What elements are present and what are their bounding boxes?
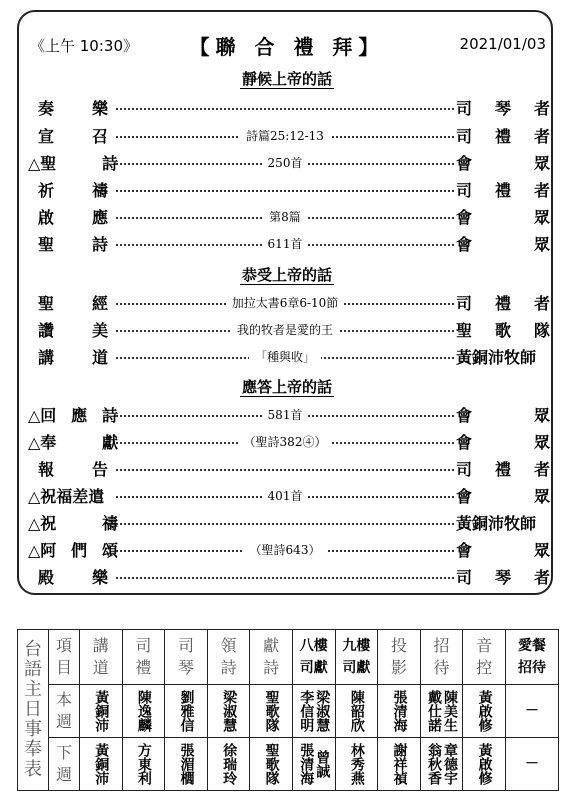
order-item-detail: （聖詩382④） (116, 433, 454, 450)
order-item-detail: 詩篇25:12-13 (116, 127, 454, 144)
dotted-leader (116, 108, 454, 110)
column-header: 講 道 (80, 630, 123, 685)
order-item-name: △阿 們 頌 (28, 541, 118, 560)
person-name: 方東利 (135, 743, 152, 785)
person-name: － (525, 755, 539, 772)
order-item-leader: 會 眾 (456, 235, 550, 254)
person-name: 張清海 (391, 690, 408, 732)
person-name: 張湄櫚 (178, 743, 195, 785)
order-item-leader: 司 琴 者 (456, 99, 550, 118)
person-name: 陳美生 (442, 690, 459, 732)
next-week-row (18, 738, 559, 791)
section-heading: 應答上帝的話 (241, 378, 332, 396)
order-item-detail: 250首 (116, 154, 454, 171)
order-item-leader: 會 眾 (456, 208, 550, 227)
table-cell (250, 685, 293, 738)
person-name: 翁秋香 (426, 743, 443, 785)
this-week-row (18, 685, 559, 738)
order-item-leader: 會 眾 (456, 487, 550, 506)
order-row (28, 511, 550, 535)
table-cell (420, 738, 463, 791)
order-item-name: 啟 應 (38, 208, 108, 227)
order-item-leader: 司 禮 者 (456, 127, 550, 146)
order-item-detail: 401首 (116, 487, 454, 504)
person-name: 黃銅沛 (93, 690, 110, 732)
person-name: 徐瑞玲 (221, 743, 238, 785)
order-item-name: △奉 獻 (28, 433, 118, 452)
order-item-name: 報 告 (38, 460, 108, 479)
dotted-leader (116, 190, 454, 192)
person-name: 黃銅沛 (93, 743, 110, 785)
order-row (28, 484, 550, 508)
person-name: 張清海 (298, 743, 315, 785)
order-item-name: 聖 詩 (38, 235, 108, 254)
order-item-name: 祈 禱 (38, 181, 108, 200)
table-cell (165, 738, 208, 791)
order-item-name: 宣 召 (38, 127, 108, 146)
order-item-detail: 581首 (116, 406, 454, 423)
order-item-leader: 會 眾 (456, 541, 550, 560)
order-item-name: △祝福差遣 (28, 487, 105, 506)
person-name: － (525, 702, 539, 719)
order-item-name: △回 應 詩 (28, 406, 118, 425)
person-name: 聖歌隊 (263, 743, 280, 785)
table-cell (378, 685, 421, 738)
dotted-leader (116, 469, 454, 471)
person-name: 黃啟修 (476, 690, 493, 732)
order-item-name: △聖 詩 (28, 154, 118, 173)
section-heading: 靜候上帝的話 (241, 70, 332, 88)
order-item-name: 奏 樂 (38, 99, 108, 118)
order-item-leader: 聖 歌 隊 (456, 321, 550, 340)
column-header: 九樓 司獻 (335, 630, 378, 685)
duty-roster-table (17, 629, 559, 791)
person-name: 李信明 (298, 690, 315, 732)
order-item-leader: 司 禮 者 (456, 181, 550, 200)
order-item-detail: 「種與收」 (116, 348, 454, 365)
order-row (28, 178, 550, 202)
week-label: 本 週 (49, 685, 80, 738)
order-item-name: △祝 禱 (28, 514, 118, 533)
service-time: 《上午 10:30》 (30, 37, 138, 55)
service-date: 2021/01/03 (459, 35, 546, 53)
person-name: 林秀燕 (348, 743, 365, 785)
column-header: 獻 詩 (250, 630, 293, 685)
table-cell (80, 685, 123, 738)
table-cell (122, 738, 165, 791)
order-row (28, 538, 550, 562)
table-cell (335, 685, 378, 738)
order-item-leader: 司 禮 者 (456, 294, 550, 313)
table-cell (165, 685, 208, 738)
column-header: 愛餐 招待 (506, 630, 559, 685)
order-item-detail: 第8篇 (116, 208, 454, 225)
order-item-name: 聖 經 (38, 294, 108, 313)
table-cell (463, 685, 506, 738)
person-name: 黃啟修 (476, 743, 493, 785)
column-header: 招 待 (420, 630, 463, 685)
person-name: 梁淑慧 (314, 690, 331, 732)
order-item-leader: 黃銅沛牧師 (456, 348, 537, 367)
order-row (28, 96, 550, 120)
person-name: 陳韶欣 (348, 690, 365, 732)
column-header: 領 詩 (207, 630, 250, 685)
order-item-leader: 會 眾 (456, 433, 550, 452)
table-cell (292, 738, 335, 791)
table-cell (378, 738, 421, 791)
table-cell (250, 738, 293, 791)
table-cell (80, 738, 123, 791)
order-row (28, 151, 550, 175)
order-item-name: 講 道 (38, 348, 108, 367)
order-item-detail: （聖詩643） (116, 541, 454, 558)
table-cell (122, 685, 165, 738)
order-item-leader: 會 眾 (456, 154, 550, 173)
person-name: 謝祥禎 (391, 743, 408, 785)
person-name: 梁淑慧 (221, 690, 238, 732)
person-name: 章德宇 (442, 743, 459, 785)
table-cell (506, 685, 559, 738)
order-row (28, 291, 550, 315)
order-row (28, 124, 550, 148)
table-cell (292, 685, 335, 738)
person-name: 聖歌隊 (263, 690, 280, 732)
table-cell (420, 685, 463, 738)
order-item-name: 殿 樂 (38, 568, 108, 587)
table-corner-label: 項 目 (49, 630, 80, 685)
column-header: 司 禮 (122, 630, 165, 685)
order-row (28, 457, 550, 481)
table-cell (207, 685, 250, 738)
column-header: 八樓 司獻 (292, 630, 335, 685)
person-name: 陳逸麟 (135, 690, 152, 732)
order-row (28, 403, 550, 427)
order-row (28, 430, 550, 454)
table-cell (207, 738, 250, 791)
dotted-leader (116, 523, 454, 525)
order-item-name: 讚 美 (38, 321, 108, 340)
column-header: 投 影 (378, 630, 421, 685)
order-item-leader: 司 禮 者 (456, 460, 550, 479)
column-header: 音 控 (463, 630, 506, 685)
table-header-row (18, 630, 559, 685)
table-cell (463, 738, 506, 791)
order-item-detail: 我的牧者是愛的王 (116, 321, 454, 338)
table-side-label: 台 語 主 日 事 奉 表 (18, 630, 49, 791)
person-name: 戴仕諾 (426, 690, 443, 732)
order-item-detail: 加拉太書6章6-10節 (116, 294, 454, 311)
table-cell (335, 738, 378, 791)
order-row (28, 232, 550, 256)
order-row (28, 345, 550, 369)
order-row (28, 318, 550, 342)
page-title: 【聯 合 禮 拜】 (189, 35, 385, 59)
order-row (28, 565, 550, 589)
column-header: 司 琴 (165, 630, 208, 685)
order-row (28, 205, 550, 229)
order-item-leader: 司 琴 者 (456, 568, 550, 587)
order-item-leader: 會 眾 (456, 406, 550, 425)
week-label: 下 週 (49, 738, 80, 791)
order-item-detail: 611首 (116, 235, 454, 252)
order-item-leader: 黃銅沛牧師 (456, 514, 537, 533)
dotted-leader (116, 577, 454, 579)
person-name: 劉雅信 (178, 690, 195, 732)
person-name: 曾誠 (314, 750, 331, 778)
section-heading: 恭受上帝的話 (241, 266, 332, 284)
table-cell (506, 738, 559, 791)
